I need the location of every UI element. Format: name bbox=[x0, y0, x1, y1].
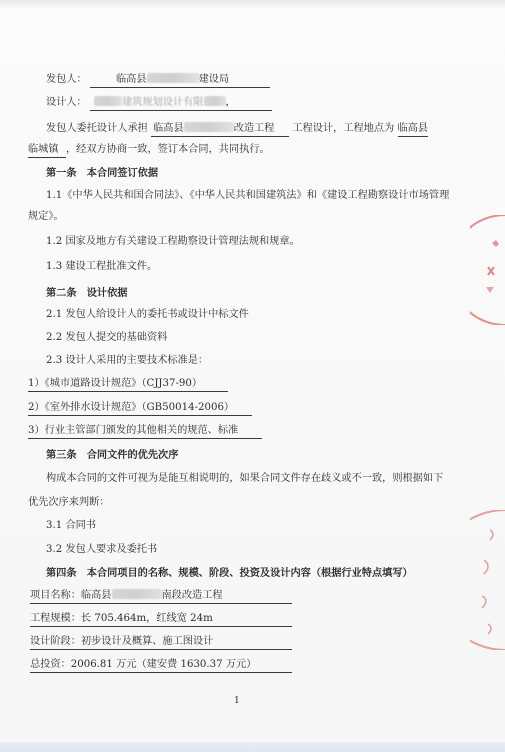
project-name: 项目名称：临高县 南段改造工程 bbox=[30, 589, 292, 604]
redaction-block bbox=[147, 73, 199, 83]
client-line bbox=[46, 73, 270, 88]
seal-fragment-lower bbox=[470, 510, 505, 650]
designer-line bbox=[46, 96, 272, 111]
standard-1: 1）《城市道路设计规范》（CJJ37-90） bbox=[28, 377, 228, 392]
redaction-block bbox=[112, 589, 162, 599]
scan-top-edge bbox=[0, 0, 505, 8]
redaction-block bbox=[184, 122, 234, 132]
article-1-item-1: 1.1《中华人民共和国合同法》、《中华人民共和国建筑法》和《建设工程勘察设计市场管理 bbox=[46, 190, 450, 201]
page-number: 1 bbox=[234, 696, 240, 706]
article-3-body-2: 优先次序来判断： bbox=[28, 497, 110, 508]
redaction-block bbox=[94, 96, 122, 106]
article-1-title: 第一条 本合同签订依据 bbox=[46, 167, 159, 179]
article-1-item-3: 1.3 建设工程批准文件。 bbox=[46, 261, 158, 272]
article-2-title: 第二条 设计依据 bbox=[46, 287, 128, 299]
standard-2: 2）《室外排水设计规范》（GB50014-2006） bbox=[28, 401, 252, 416]
article-3-body-1: 构成本合同的文件可视为是能互相说明的，如果合同文件存在歧义或不一致，则根据如下 bbox=[46, 473, 444, 484]
client-value: 临高县 建设局 bbox=[90, 73, 270, 88]
article-4-title: 第四条 本合同项目的名称、规模、阶段、投资及设计内容（根据行业特点填写） bbox=[46, 567, 413, 579]
article-3-item-1: 3.1 合同书 bbox=[46, 520, 97, 531]
viewer-bottom-bar bbox=[0, 742, 505, 752]
redaction-block bbox=[204, 96, 226, 106]
design-stage: 设计阶段：初步设计及概算、施工图设计 bbox=[30, 635, 292, 650]
article-2-item-3: 2.3 设计人采用的主要技术标准是： bbox=[46, 355, 209, 366]
article-3-item-2: 3.2 发包人要求及委托书 bbox=[46, 544, 158, 555]
project-scale: 工程规模：长 705.464m，红线宽 24m bbox=[30, 612, 292, 627]
designer-value: 建筑规划设计有限 ， bbox=[90, 96, 272, 111]
article-3-title: 第三条 合同文件的优先次序 bbox=[46, 449, 179, 461]
intro-line-1: 发包人委托设计人承担 临高县 改造工程 工程设计，工程地点为 临高县 bbox=[46, 122, 428, 137]
seal-fragment-upper bbox=[470, 215, 505, 325]
intro-line-2: 临城镇 ，经双方协商一致，签订本合同，共同执行。 bbox=[28, 143, 270, 158]
article-1-item-2: 1.2 国家及地方有关建设工程勘察设计管理法规和规章。 bbox=[46, 236, 300, 247]
article-2-item-2: 2.2 发包人提交的基础资料 bbox=[46, 332, 168, 343]
standard-3: 3）行业主管部门颁发的其他相关的规范、标准 bbox=[28, 424, 262, 439]
total-investment: 总投资：2006.81 万元（建安费 1630.37 万元） bbox=[30, 658, 292, 673]
article-2-item-1: 2.1 发包人给设计人的委托书或设计中标文件 bbox=[46, 309, 249, 320]
designer-label: 设计人： bbox=[46, 97, 87, 108]
client-label: 发包人： bbox=[46, 74, 87, 85]
article-1-item-1-cont: 规定》。 bbox=[28, 211, 64, 222]
